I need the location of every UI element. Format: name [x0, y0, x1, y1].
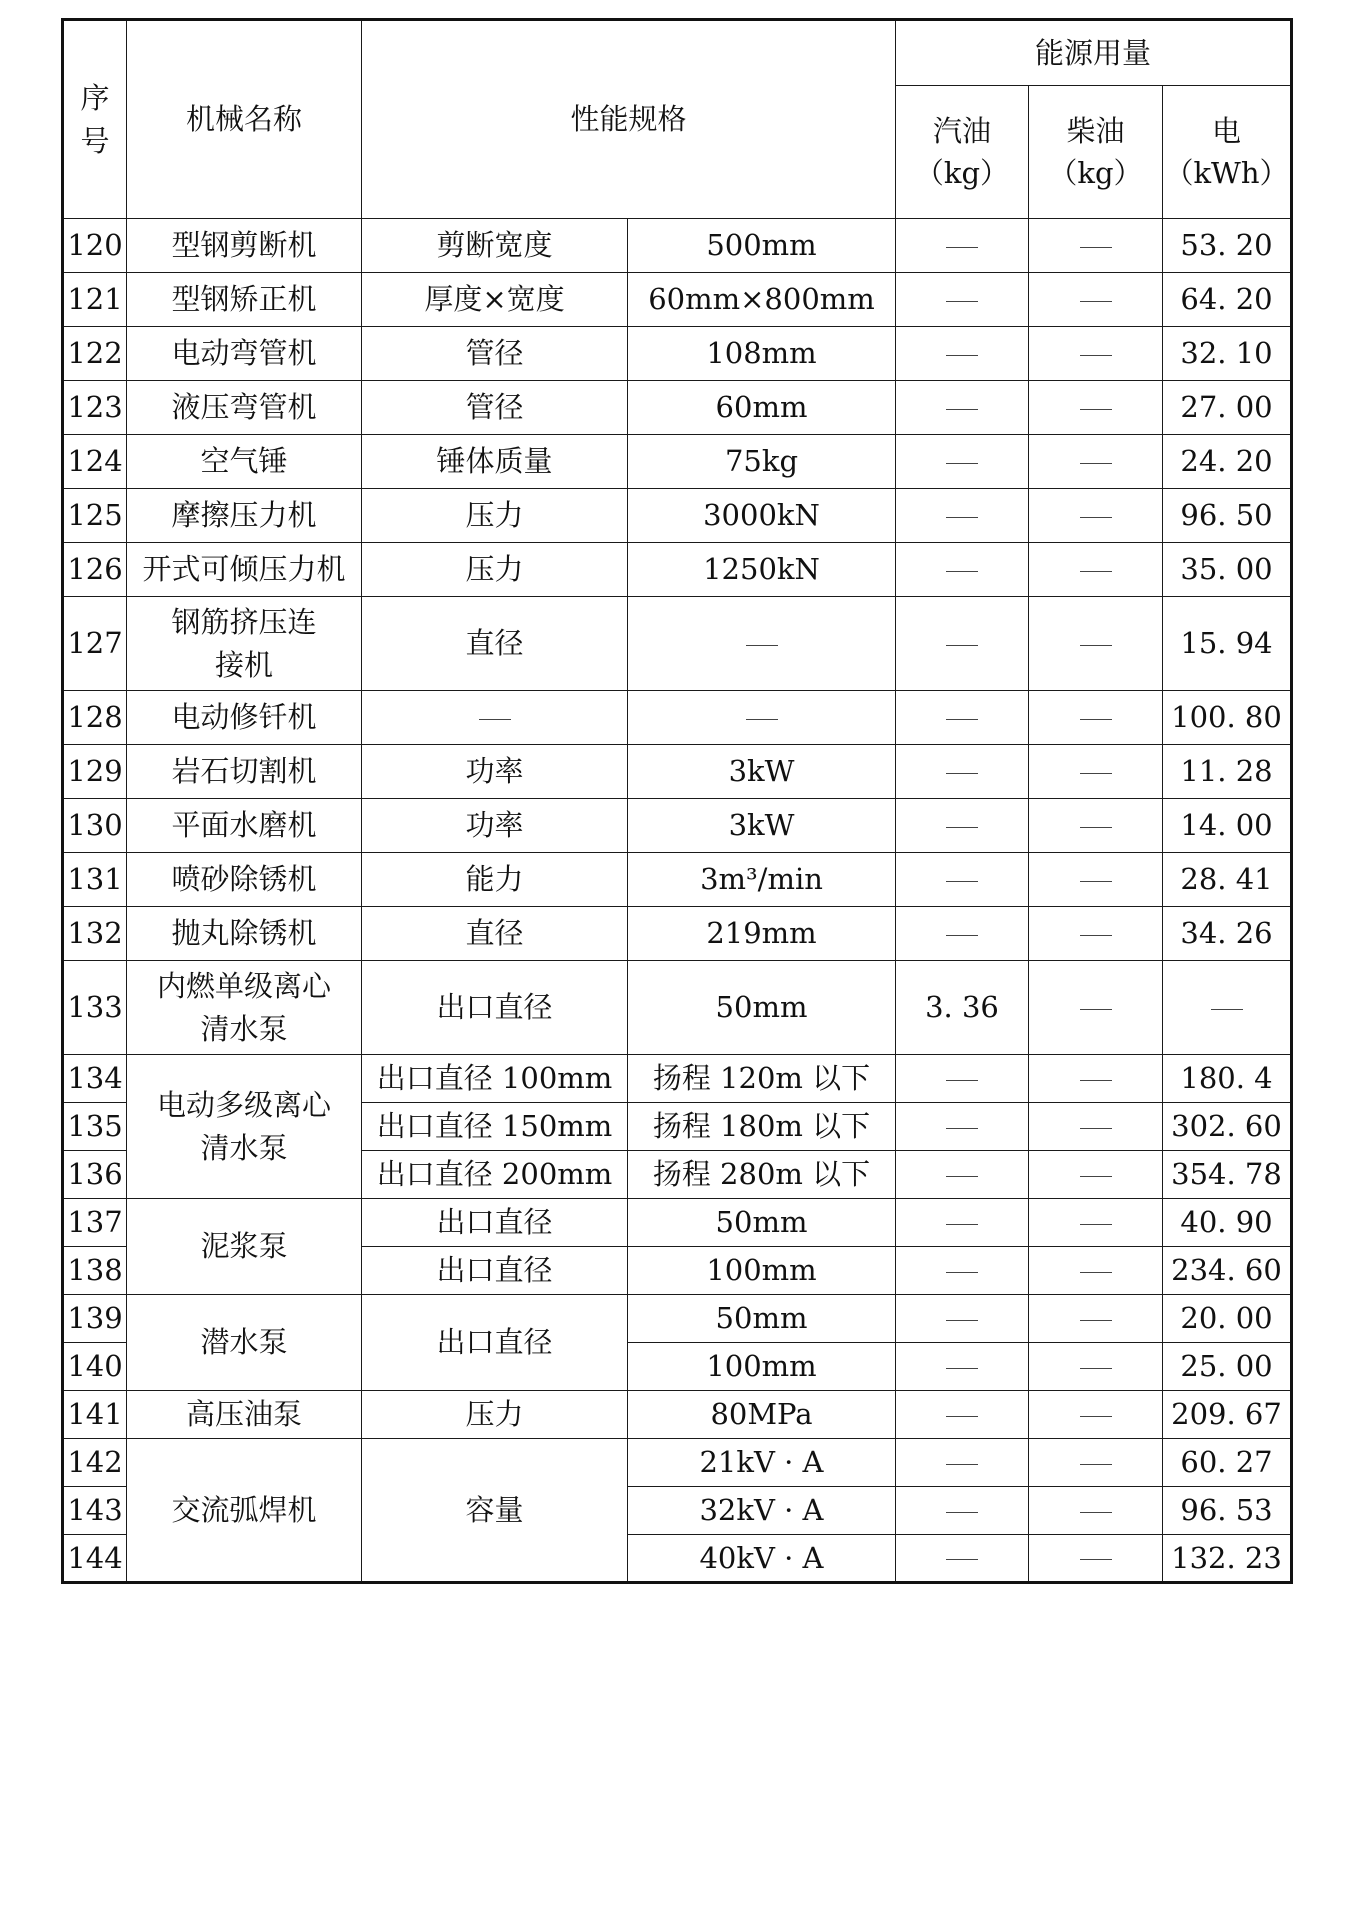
machine-name: 空气锤 — [127, 435, 362, 489]
dash-mark — [1080, 1272, 1112, 1273]
spec-value: 3000kN — [628, 489, 896, 543]
spec-value: 60mm — [628, 381, 896, 435]
header-energy: 能源用量 — [896, 20, 1292, 86]
table-row — [63, 219, 1292, 273]
machine-name: 喷砂除锈机 — [127, 853, 362, 907]
electric-value: 100. 80 — [1163, 691, 1292, 745]
diesel-value — [1029, 1199, 1163, 1247]
spec-parameter: 功率 — [362, 745, 628, 799]
electric-value: 20. 00 — [1163, 1295, 1292, 1343]
diesel-value — [1029, 1535, 1163, 1583]
electric-value: 27. 00 — [1163, 381, 1292, 435]
gasoline-value — [896, 1103, 1029, 1151]
dash-mark — [946, 463, 978, 464]
row-number: 142 — [63, 1439, 127, 1487]
dash-mark — [946, 1368, 978, 1369]
table-row — [63, 1439, 1292, 1487]
electric-value: 40. 90 — [1163, 1199, 1292, 1247]
spec-parameter: 出口直径 100mm — [362, 1055, 628, 1103]
table-row — [63, 1055, 1292, 1103]
diesel-value — [1029, 961, 1163, 1055]
diesel-value — [1029, 381, 1163, 435]
row-number: 131 — [63, 853, 127, 907]
spec-value: 扬程 180m 以下 — [628, 1103, 896, 1151]
row-number: 137 — [63, 1199, 127, 1247]
header-seq: 序 号 — [63, 20, 127, 219]
machine-name: 岩石切割机 — [127, 745, 362, 799]
table-row — [63, 1295, 1292, 1343]
dash-mark — [1080, 571, 1112, 572]
header-electric: 电 （kWh） — [1163, 86, 1292, 219]
machine-name: 摩擦压力机 — [127, 489, 362, 543]
diesel-value — [1029, 273, 1163, 327]
machine-name: 开式可倾压力机 — [127, 543, 362, 597]
diesel-value — [1029, 1055, 1163, 1103]
diesel-value — [1029, 1343, 1163, 1391]
dash-mark — [1080, 1080, 1112, 1081]
machine-name: 钢筋挤压连 接机 — [127, 597, 362, 691]
row-number: 136 — [63, 1151, 127, 1199]
row-number: 132 — [63, 907, 127, 961]
gasoline-value — [896, 1391, 1029, 1439]
gasoline-value — [896, 1343, 1029, 1391]
row-number: 121 — [63, 273, 127, 327]
spec-parameter: 能力 — [362, 853, 628, 907]
machine-name: 型钢矫正机 — [127, 273, 362, 327]
gasoline-value — [896, 907, 1029, 961]
diesel-value — [1029, 1391, 1163, 1439]
dash-mark — [946, 355, 978, 356]
diesel-value — [1029, 597, 1163, 691]
spec-value: 219mm — [628, 907, 896, 961]
row-number: 128 — [63, 691, 127, 745]
gasoline-value — [896, 745, 1029, 799]
dash-mark — [946, 1416, 978, 1417]
gasoline-value — [896, 273, 1029, 327]
spec-parameter: 出口直径 — [362, 961, 628, 1055]
spec-value: 75kg — [628, 435, 896, 489]
gasoline-value — [896, 1295, 1029, 1343]
machine-name: 潜水泵 — [127, 1295, 362, 1391]
diesel-value — [1029, 1247, 1163, 1295]
dash-mark — [1080, 1128, 1112, 1129]
gasoline-value — [896, 853, 1029, 907]
spec-value: 50mm — [628, 961, 896, 1055]
dash-mark — [746, 719, 778, 720]
electric-value: 34. 26 — [1163, 907, 1292, 961]
gasoline-value — [896, 543, 1029, 597]
dash-mark — [1080, 645, 1112, 646]
spec-value — [628, 597, 896, 691]
header-machine-name: 机械名称 — [127, 20, 362, 219]
spec-value: 32kV · A — [628, 1487, 896, 1535]
row-number: 123 — [63, 381, 127, 435]
table-row — [63, 745, 1292, 799]
energy-usage-table — [61, 18, 1293, 1584]
gasoline-value — [896, 1199, 1029, 1247]
row-number: 144 — [63, 1535, 127, 1583]
spec-parameter: 压力 — [362, 543, 628, 597]
diesel-value — [1029, 489, 1163, 543]
dash-mark — [946, 827, 978, 828]
table-row — [63, 961, 1292, 1055]
spec-parameter: 功率 — [362, 799, 628, 853]
spec-value: 50mm — [628, 1199, 896, 1247]
spec-parameter: 管径 — [362, 327, 628, 381]
dash-mark — [946, 1512, 978, 1513]
dash-mark — [1080, 719, 1112, 720]
dash-mark — [1080, 827, 1112, 828]
dash-mark — [746, 645, 778, 646]
diesel-value — [1029, 1295, 1163, 1343]
row-number: 122 — [63, 327, 127, 381]
row-number: 133 — [63, 961, 127, 1055]
gasoline-value — [896, 489, 1029, 543]
dash-mark — [1211, 1009, 1243, 1010]
spec-parameter: 出口直径 — [362, 1295, 628, 1391]
diesel-value — [1029, 853, 1163, 907]
machine-name: 电动修钎机 — [127, 691, 362, 745]
dash-mark — [1080, 517, 1112, 518]
machine-name: 高压油泵 — [127, 1391, 362, 1439]
row-number: 141 — [63, 1391, 127, 1439]
gasoline-value — [896, 1151, 1029, 1199]
electric-value: 64. 20 — [1163, 273, 1292, 327]
spec-parameter: 出口直径 200mm — [362, 1151, 628, 1199]
gasoline-value — [896, 381, 1029, 435]
dash-mark — [946, 645, 978, 646]
gasoline-value — [896, 1247, 1029, 1295]
diesel-value — [1029, 1487, 1163, 1535]
table-row — [63, 327, 1292, 381]
dash-mark — [1080, 409, 1112, 410]
dash-mark — [946, 1559, 978, 1560]
spec-parameter: 容量 — [362, 1439, 628, 1583]
electric-value — [1163, 961, 1292, 1055]
dash-mark — [1080, 1224, 1112, 1225]
spec-value: 1250kN — [628, 543, 896, 597]
dash-mark — [1080, 1416, 1112, 1417]
dash-mark — [1080, 247, 1112, 248]
row-number: 124 — [63, 435, 127, 489]
machine-name: 电动多级离心 清水泵 — [127, 1055, 362, 1199]
spec-parameter: 直径 — [362, 597, 628, 691]
electric-value: 14. 00 — [1163, 799, 1292, 853]
gasoline-value — [896, 1487, 1029, 1535]
dash-mark — [1080, 881, 1112, 882]
diesel-value — [1029, 327, 1163, 381]
row-number: 135 — [63, 1103, 127, 1151]
machine-name: 交流弧焊机 — [127, 1439, 362, 1583]
row-number: 138 — [63, 1247, 127, 1295]
dash-mark — [1080, 1176, 1112, 1177]
spec-value: 80MPa — [628, 1391, 896, 1439]
electric-value: 35. 00 — [1163, 543, 1292, 597]
table-row — [63, 691, 1292, 745]
diesel-value — [1029, 543, 1163, 597]
table-row — [63, 1199, 1292, 1247]
machine-name: 型钢剪断机 — [127, 219, 362, 273]
spec-value: 100mm — [628, 1343, 896, 1391]
dash-mark — [946, 301, 978, 302]
row-number: 139 — [63, 1295, 127, 1343]
table-row — [63, 853, 1292, 907]
spec-parameter: 出口直径 — [362, 1199, 628, 1247]
spec-value: 21kV · A — [628, 1439, 896, 1487]
dash-mark — [946, 1320, 978, 1321]
electric-value: 234. 60 — [1163, 1247, 1292, 1295]
gasoline-value — [896, 219, 1029, 273]
electric-value: 11. 28 — [1163, 745, 1292, 799]
machine-name: 内燃单级离心 清水泵 — [127, 961, 362, 1055]
electric-value: 15. 94 — [1163, 597, 1292, 691]
dash-mark — [946, 1224, 978, 1225]
diesel-value — [1029, 1439, 1163, 1487]
header-gasoline: 汽油 （kg） — [896, 86, 1029, 219]
spec-parameter: 直径 — [362, 907, 628, 961]
spec-parameter: 出口直径 — [362, 1247, 628, 1295]
dash-mark — [946, 1176, 978, 1177]
gasoline-value — [896, 1535, 1029, 1583]
diesel-value — [1029, 1103, 1163, 1151]
spec-value: 3kW — [628, 745, 896, 799]
row-number: 127 — [63, 597, 127, 691]
diesel-value — [1029, 219, 1163, 273]
electric-value: 28. 41 — [1163, 853, 1292, 907]
dash-mark — [946, 571, 978, 572]
header-diesel: 柴油 （kg） — [1029, 86, 1163, 219]
spec-value: 40kV · A — [628, 1535, 896, 1583]
gasoline-value — [896, 1439, 1029, 1487]
dash-mark — [946, 935, 978, 936]
spec-value: 50mm — [628, 1295, 896, 1343]
spec-parameter: 锤体质量 — [362, 435, 628, 489]
row-number: 130 — [63, 799, 127, 853]
header-spec: 性能规格 — [362, 20, 896, 219]
dash-mark — [1080, 355, 1112, 356]
machine-name: 液压弯管机 — [127, 381, 362, 435]
dash-mark — [946, 1272, 978, 1273]
header-row-top — [63, 20, 1292, 86]
spec-parameter: 剪断宽度 — [362, 219, 628, 273]
machine-name: 平面水磨机 — [127, 799, 362, 853]
table-row — [63, 1391, 1292, 1439]
spec-value: 60mm×800mm — [628, 273, 896, 327]
electric-value: 60. 27 — [1163, 1439, 1292, 1487]
spec-parameter: 管径 — [362, 381, 628, 435]
table-row — [63, 799, 1292, 853]
table-row — [63, 435, 1292, 489]
spec-value — [628, 691, 896, 745]
dash-mark — [1080, 1368, 1112, 1369]
dash-mark — [1080, 773, 1112, 774]
dash-mark — [1080, 1464, 1112, 1465]
dash-mark — [946, 1128, 978, 1129]
diesel-value — [1029, 799, 1163, 853]
table-row — [63, 907, 1292, 961]
row-number: 126 — [63, 543, 127, 597]
electric-value: 96. 53 — [1163, 1487, 1292, 1535]
dash-mark — [946, 719, 978, 720]
row-number: 134 — [63, 1055, 127, 1103]
spec-parameter: 压力 — [362, 1391, 628, 1439]
diesel-value — [1029, 691, 1163, 745]
table-row — [63, 489, 1292, 543]
row-number: 125 — [63, 489, 127, 543]
gasoline-value — [896, 799, 1029, 853]
dash-mark — [946, 409, 978, 410]
dash-mark — [1080, 463, 1112, 464]
electric-value: 53. 20 — [1163, 219, 1292, 273]
row-number: 143 — [63, 1487, 127, 1535]
electric-value: 354. 78 — [1163, 1151, 1292, 1199]
dash-mark — [946, 517, 978, 518]
dash-mark — [1080, 1512, 1112, 1513]
dash-mark — [1080, 301, 1112, 302]
electric-value: 180. 4 — [1163, 1055, 1292, 1103]
electric-value: 32. 10 — [1163, 327, 1292, 381]
table-row — [63, 273, 1292, 327]
dash-mark — [1080, 1320, 1112, 1321]
machine-name: 电动弯管机 — [127, 327, 362, 381]
table-row — [63, 543, 1292, 597]
spec-value: 扬程 120m 以下 — [628, 1055, 896, 1103]
dash-mark — [946, 881, 978, 882]
gasoline-value: 3. 36 — [896, 961, 1029, 1055]
spec-parameter: 压力 — [362, 489, 628, 543]
electric-value: 25. 00 — [1163, 1343, 1292, 1391]
table-row — [63, 597, 1292, 691]
dash-mark — [1080, 935, 1112, 936]
diesel-value — [1029, 907, 1163, 961]
gasoline-value — [896, 691, 1029, 745]
dash-mark — [946, 773, 978, 774]
electric-value: 132. 23 — [1163, 1535, 1292, 1583]
spec-parameter — [362, 691, 628, 745]
spec-value: 3m³/min — [628, 853, 896, 907]
electric-value: 302. 60 — [1163, 1103, 1292, 1151]
energy-usage-table-page — [61, 18, 1293, 1584]
dash-mark — [1080, 1559, 1112, 1560]
row-number: 140 — [63, 1343, 127, 1391]
electric-value: 96. 50 — [1163, 489, 1292, 543]
gasoline-value — [896, 435, 1029, 489]
spec-value: 108mm — [628, 327, 896, 381]
dash-mark — [1080, 1009, 1112, 1010]
spec-value: 500mm — [628, 219, 896, 273]
spec-value: 3kW — [628, 799, 896, 853]
electric-value: 209. 67 — [1163, 1391, 1292, 1439]
spec-parameter: 出口直径 150mm — [362, 1103, 628, 1151]
diesel-value — [1029, 435, 1163, 489]
spec-parameter: 厚度×宽度 — [362, 273, 628, 327]
electric-value: 24. 20 — [1163, 435, 1292, 489]
row-number: 129 — [63, 745, 127, 799]
dash-mark — [946, 1080, 978, 1081]
diesel-value — [1029, 745, 1163, 799]
gasoline-value — [896, 597, 1029, 691]
spec-value: 扬程 280m 以下 — [628, 1151, 896, 1199]
diesel-value — [1029, 1151, 1163, 1199]
dash-mark — [946, 247, 978, 248]
row-number: 120 — [63, 219, 127, 273]
dash-mark — [946, 1464, 978, 1465]
dash-mark — [479, 719, 511, 720]
spec-value: 100mm — [628, 1247, 896, 1295]
gasoline-value — [896, 1055, 1029, 1103]
gasoline-value — [896, 327, 1029, 381]
machine-name: 泥浆泵 — [127, 1199, 362, 1295]
machine-name: 抛丸除锈机 — [127, 907, 362, 961]
table-row — [63, 381, 1292, 435]
